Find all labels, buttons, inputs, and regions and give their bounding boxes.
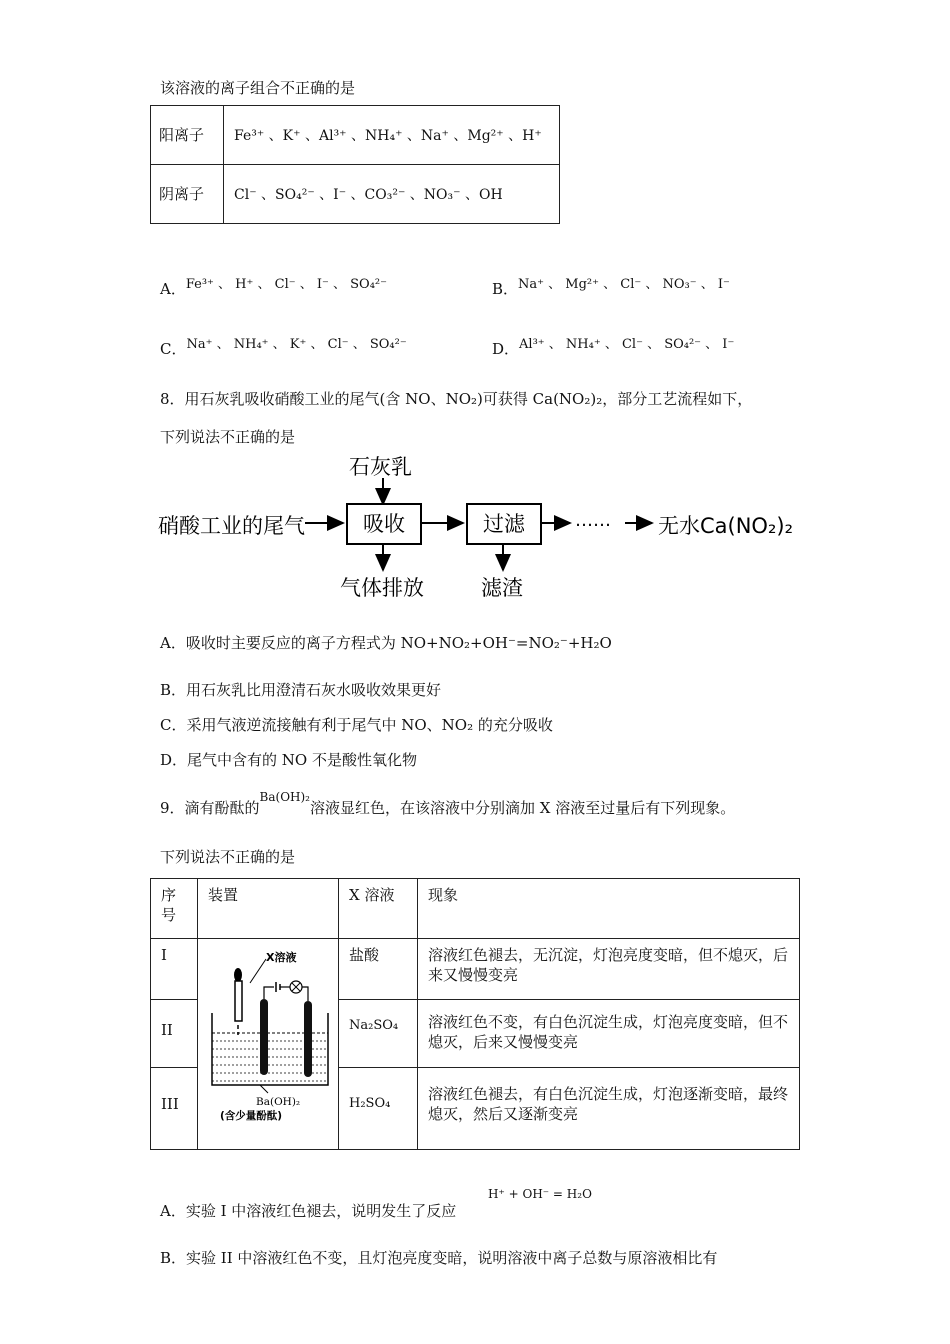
flow-top-input: 石灰乳: [349, 455, 412, 479]
row-x-solution: 盐酸: [339, 939, 418, 1000]
apparatus-cell: [198, 939, 339, 1150]
q7-option-d: D．Al³⁺ 、 NH₄⁺ 、 Cl⁻ 、 SO₄²⁻ 、 I⁻: [492, 337, 735, 358]
row-phenomenon: 溶液红色褪去，有白色沉淀生成，灯泡逐渐变暗，最终熄灭，然后又逐渐变亮: [418, 1068, 800, 1150]
flow-box-absorb: 吸收: [346, 503, 422, 545]
dropper-bulb: [234, 968, 242, 982]
electrode-right: [304, 1001, 312, 1077]
flow-box-filter: 过滤: [466, 503, 542, 545]
anion-header: 阴离子: [151, 165, 224, 224]
q9-option-a-equation: H⁺ + OH⁻ = H₂O: [488, 1187, 592, 1201]
table-row: [151, 939, 800, 1000]
row-no: III: [151, 1068, 198, 1150]
beaker-label-note: (含少量酚酞): [220, 1110, 283, 1122]
q7-option-a: A．Fe³⁺ 、 H⁺ 、 Cl⁻ 、 I⁻ 、 SO₄²⁻: [160, 277, 387, 298]
row-x-solution: H₂SO₄: [339, 1068, 418, 1150]
q9-option-b: B．实验 II 中溶液红色不变，且灯泡亮度变暗，说明溶液中离子总数与原溶液相比有: [160, 1249, 718, 1267]
row-x-solution: Na₂SO₄: [339, 1000, 418, 1068]
electrode-left: [260, 999, 268, 1075]
intro-text: 该溶液的离子组合不正确的是: [160, 79, 356, 97]
apparatus-dropper-label: X溶液: [266, 951, 297, 964]
anion-list: Cl⁻ 、SO₄²⁻ 、I⁻ 、CO₃²⁻ 、NO₃⁻ 、OH: [224, 165, 560, 224]
experiment-table: [150, 878, 800, 1150]
header-no: 序号: [151, 879, 198, 939]
header-x-solution: X 溶液: [339, 879, 418, 939]
beaker-label-formula: Ba(OH)₂: [256, 1096, 301, 1108]
flow-out-residue: 滤渣: [481, 576, 523, 600]
q8-option-a: A．吸收时主要反应的离子方程式为 NO+NO₂+OH⁻=NO₂⁻+H₂O: [160, 634, 612, 652]
flow-left-input: 硝酸工业的尾气: [158, 514, 305, 538]
q7-option-b: B．Na⁺ 、 Mg²⁺ 、 Cl⁻ 、 NO₃⁻ 、 I⁻: [492, 277, 730, 298]
flow-product: 无水Ca(NO₂)₂: [658, 514, 793, 538]
q9-stem-line2: 下列说法不正确的是: [160, 848, 296, 866]
dropper-tube: [235, 981, 242, 1021]
header-phenomenon: 现象: [418, 879, 800, 939]
row-phenomenon: 溶液红色褪去，无沉淀，灯泡亮度变暗，但不熄灭，后来又慢慢变亮: [418, 939, 800, 1000]
row-phenomenon: 溶液红色不变，有白色沉淀生成，灯泡亮度变暗，但不熄灭，后来又慢慢变亮: [418, 1000, 800, 1068]
flow-out-gas: 气体排放: [340, 576, 424, 600]
leader-line: [250, 959, 266, 983]
conductivity-apparatus: [198, 939, 338, 1139]
q9-stem-line1: 9．滴有酚酞的$^{Ba(OH)_2}$溶液显红色，在该溶液中分别滴加 X 溶液至过量后有下列现象。: [160, 790, 736, 817]
q8-option-c: C．采用气液逆流接触有利于尾气中 NO、NO₂ 的充分吸收: [160, 716, 553, 734]
q7-option-c: C．Na⁺ 、 NH₄⁺ 、 K⁺ 、 Cl⁻ 、 SO₄²⁻: [160, 337, 407, 358]
q9-option-a: A．实验 I 中溶液红色褪去，说明发生了反应: [160, 1202, 457, 1220]
header-apparatus: 装置: [198, 879, 339, 939]
cation-list: Fe³⁺ 、K⁺ 、Al³⁺ 、NH₄⁺ 、Na⁺ 、Mg²⁺ 、H⁺: [224, 106, 560, 165]
q8-stem-line2: 下列说法不正确的是: [160, 428, 296, 446]
row-no: I: [151, 939, 198, 1000]
cation-header: 阳离子: [151, 106, 224, 165]
q8-stem-line1: 8．用石灰乳吸收硝酸工业的尾气(含 NO、NO₂)可获得 Ca(NO₂)₂，部分工艺流程如下，: [160, 390, 753, 408]
q8-option-d: D．尾气中含有的 NO 不是酸性氧化物: [160, 751, 417, 769]
ba-oh2-formula: Ba(OH)₂: [259, 790, 310, 804]
q8-option-b: B．用石灰乳比用澄清石灰水吸收效果更好: [160, 681, 442, 699]
flow-dots: ……: [575, 510, 611, 531]
row-no: II: [151, 1000, 198, 1068]
